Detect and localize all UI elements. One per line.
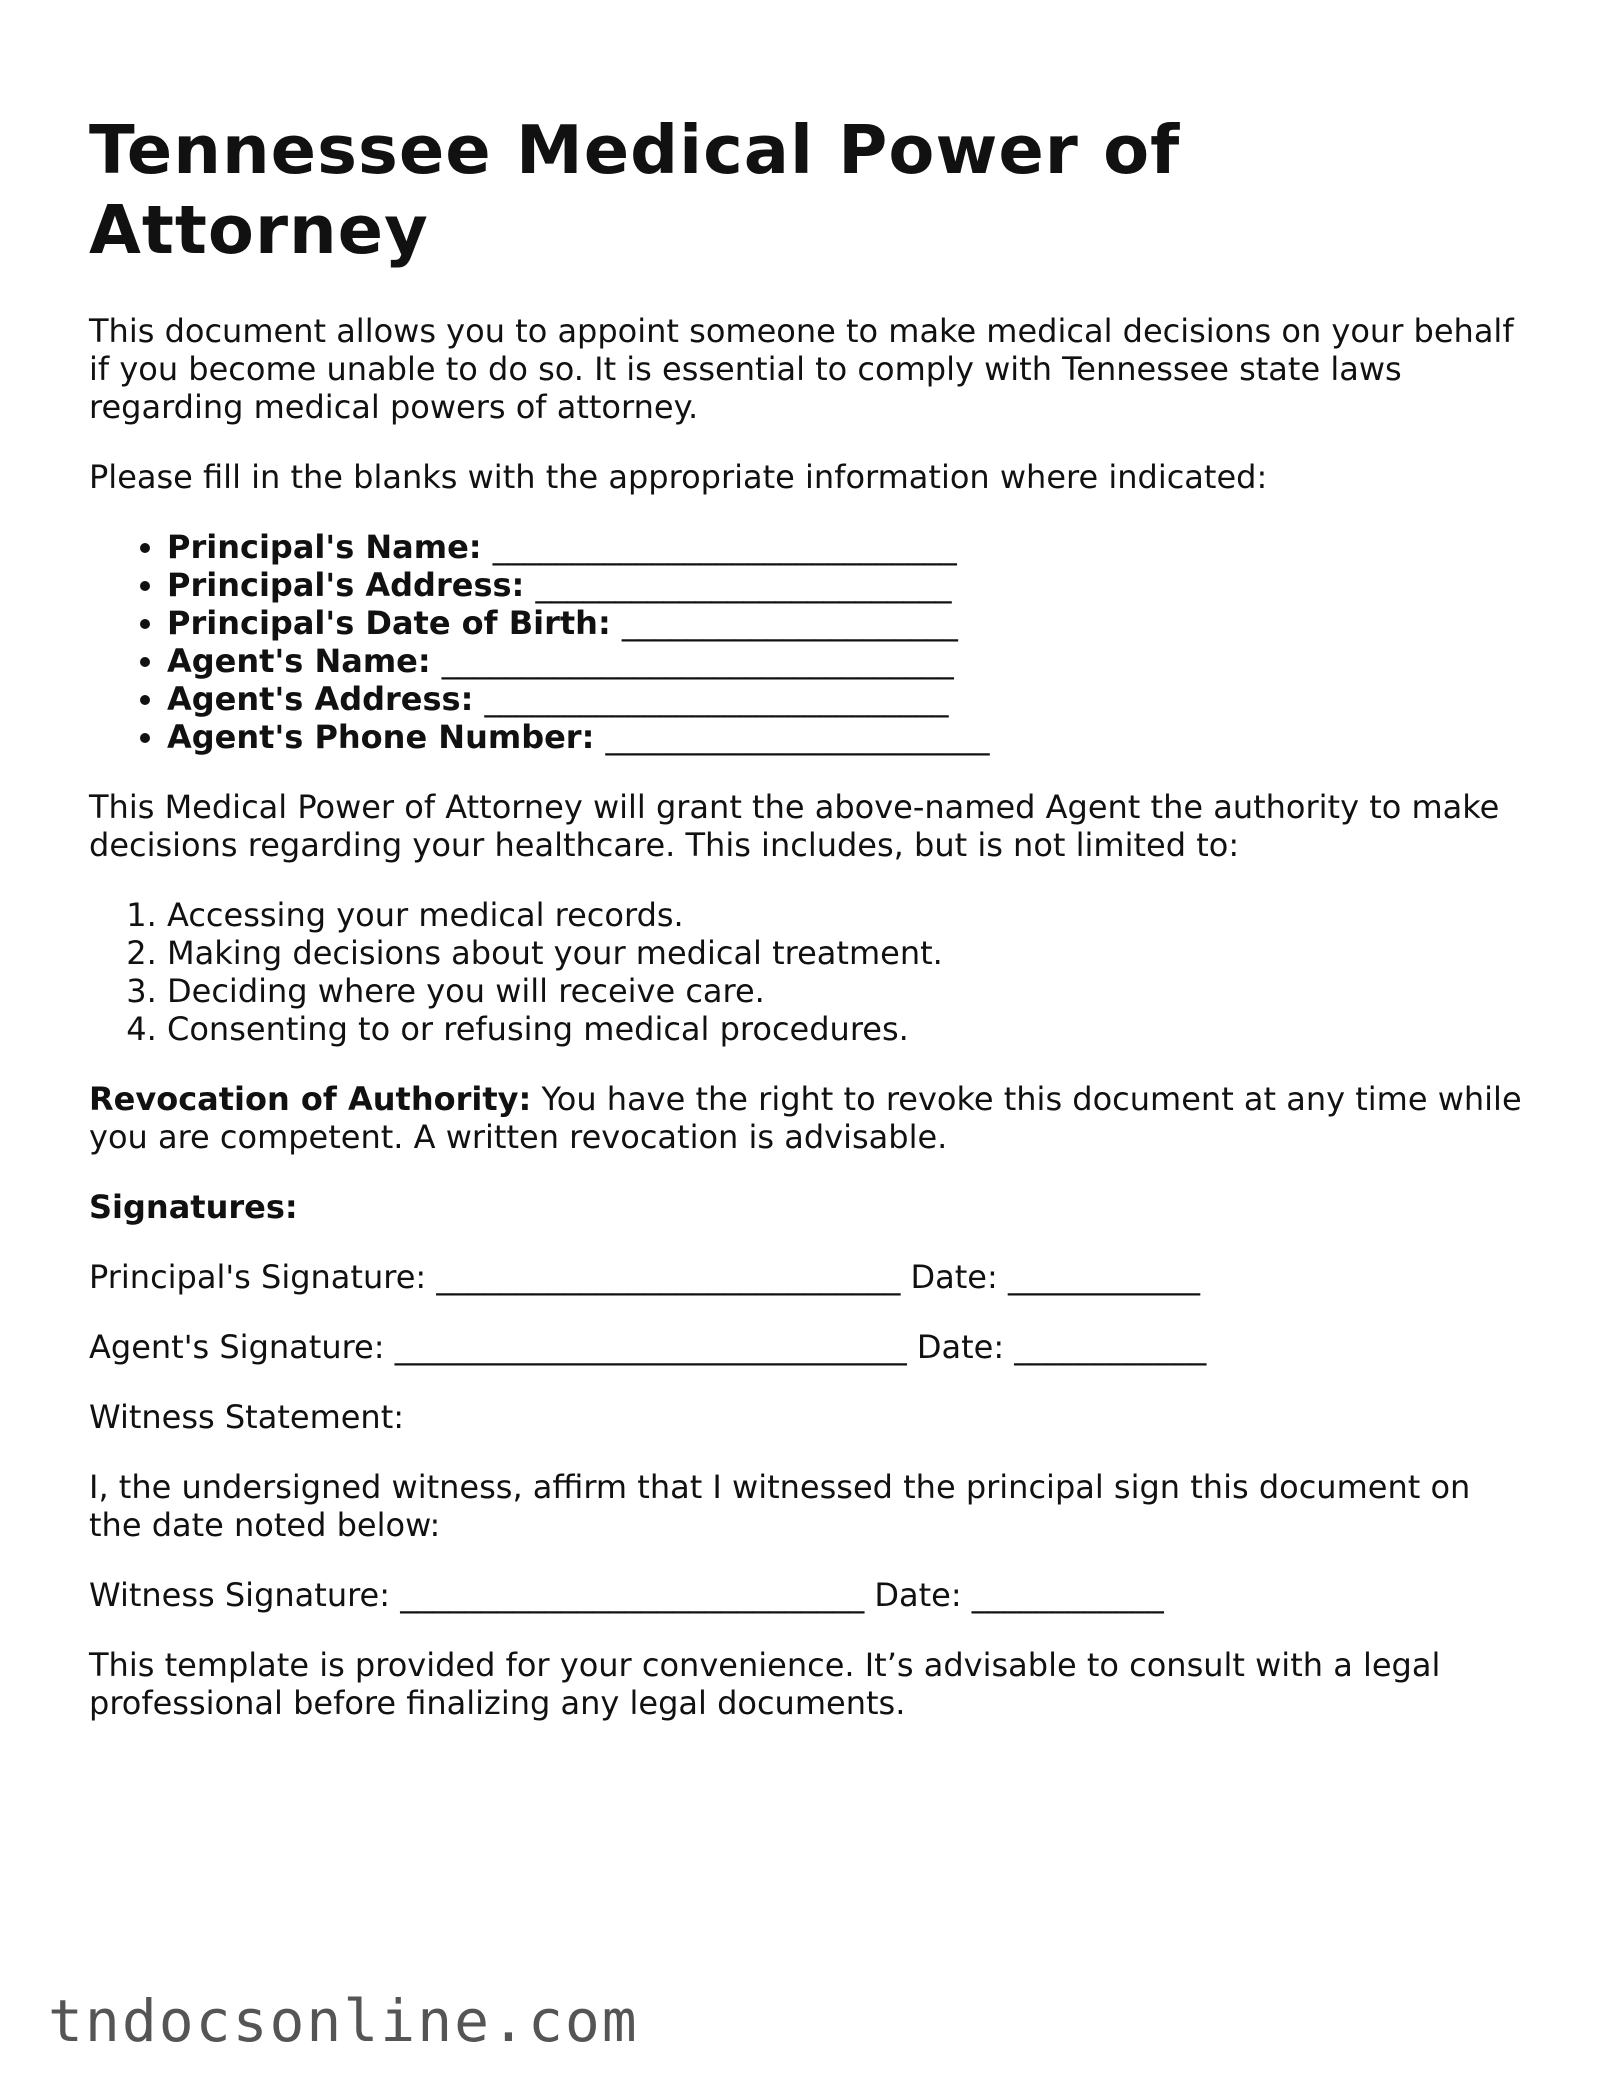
witness-statement-heading: Witness Statement: bbox=[89, 1398, 405, 1436]
field-label: Agent's Name: bbox=[167, 642, 431, 680]
fill-in-fields-list bbox=[89, 528, 1529, 756]
document-page bbox=[89, 110, 1529, 1754]
field-agent-name bbox=[167, 642, 1529, 680]
field-label: Principal's Name: bbox=[167, 528, 482, 566]
field-principal-dob bbox=[167, 604, 1529, 642]
field-blank[interactable]: __________________________ bbox=[535, 566, 952, 604]
witness-signature-line[interactable]: Witness Signature: _____________________________ Date: ____________ bbox=[89, 1576, 1164, 1614]
power-item: 4. Consenting to or refusing medical procedures. bbox=[167, 1010, 1529, 1048]
document-title: Tennessee Medical Power of Attorney bbox=[89, 111, 1181, 269]
witness-statement-text: I, the undersigned witness, affirm that I witnessed the principal sign this document on the date noted below: bbox=[89, 1468, 1471, 1544]
power-item: 2. Making decisions about your medical treatment. bbox=[167, 934, 1529, 972]
power-item: 1. Accessing your medical records. bbox=[167, 896, 1529, 934]
field-agent-address bbox=[167, 680, 1529, 718]
grant-paragraph: This Medical Power of Attorney will grant the above-named Agent the authority to make decisions regarding your healthcare. This includes, but is not limited to: bbox=[89, 788, 1500, 864]
field-blank[interactable]: _____________________________ bbox=[484, 680, 949, 718]
powers-list bbox=[89, 896, 1529, 1048]
field-blank[interactable]: ________________________ bbox=[605, 718, 990, 756]
revocation-label: Revocation of Authority: bbox=[89, 1080, 532, 1118]
field-agent-phone bbox=[167, 718, 1529, 756]
revocation-paragraph bbox=[89, 1080, 1529, 1156]
intro-paragraph: This document allows you to appoint someone to make medical decisions on your behalf if you become unable to do so. It is essential to comply with Tennessee state laws regarding medical powers of attorney. bbox=[89, 312, 1514, 426]
field-label: Agent's Phone Number: bbox=[167, 718, 595, 756]
principal-signature-line[interactable]: Principal's Signature: _____________________________ Date: ____________ bbox=[89, 1258, 1200, 1296]
instruction-paragraph: Please fill in the blanks with the appropriate information where indicated: bbox=[89, 458, 1268, 496]
field-blank[interactable]: ________________________________ bbox=[441, 642, 954, 680]
field-label: Agent's Address: bbox=[167, 680, 474, 718]
disclaimer-paragraph: This template is provided for your convenience. It’s advisable to consult with a legal professional before finalizing any legal documents. bbox=[89, 1646, 1441, 1722]
revocation-text: You have the right to revoke this document at any time while you are competent. A written revocation is advisable. bbox=[89, 1080, 1522, 1156]
site-watermark: tndocsonline.com bbox=[48, 1987, 639, 2055]
field-label: Principal's Address: bbox=[167, 566, 525, 604]
signatures-heading: Signatures: bbox=[89, 1188, 298, 1226]
agent-signature-line[interactable]: Agent's Signature: ________________________________ Date: ____________ bbox=[89, 1328, 1207, 1366]
field-blank[interactable]: _____________________ bbox=[621, 604, 958, 642]
field-label: Principal's Date of Birth: bbox=[167, 604, 611, 642]
power-item: 3. Deciding where you will receive care. bbox=[167, 972, 1529, 1010]
field-principal-address bbox=[167, 566, 1529, 604]
field-principal-name bbox=[167, 528, 1529, 566]
field-blank[interactable]: _____________________________ bbox=[492, 528, 957, 566]
